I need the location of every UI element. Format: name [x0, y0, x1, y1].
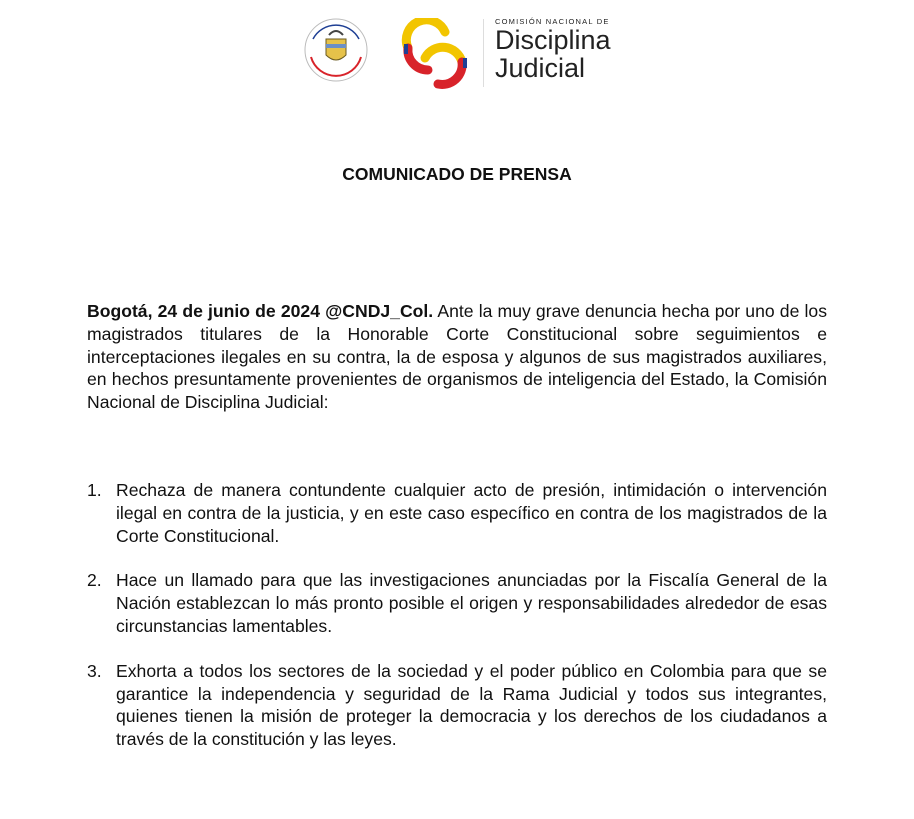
- list-item: [87, 479, 827, 547]
- logo-divider: [483, 19, 484, 87]
- statement-list: [87, 479, 827, 773]
- intro-paragraph: [87, 300, 827, 414]
- intro-body: Ante la muy grave denuncia hecha por uno de los magistrados titulares de la Honorable Corte Constitucional sobre seguimientos e interceptaciones ilegales en su contra, la de esposa y algunos de sus magistrados auxiliares, en hechos presuntamente provenientes de organismos de inteligencia del Estado, la Comisión Nacional de Disciplina Judicial:: [87, 301, 827, 413]
- item-number: 3.: [87, 660, 102, 681]
- list-item: [87, 569, 827, 637]
- dateline: Bogotá, 24 de junio de 2024 @CNDJ_Col.: [87, 301, 434, 321]
- brand-small: COMISIÓN NACIONAL DE: [495, 17, 610, 26]
- brand-line2: Judicial: [495, 53, 586, 83]
- item-text: Hace un llamado para que las investigaciones anunciadas por la Fiscalía General de la Nación establezcan lo más pronto posible el origen y responsabilidades alrededor de esas circunstancias lamentables.: [116, 570, 827, 636]
- item-number: 2.: [87, 570, 102, 591]
- list-item: [87, 660, 827, 751]
- brand-line1: Disciplina: [495, 25, 611, 55]
- letterhead: [300, 14, 620, 94]
- rama-judicial-seal-logo: [303, 17, 369, 83]
- cndj-logo-mark: [400, 18, 470, 90]
- document-title: COMUNICADO DE PRENSA: [342, 164, 572, 184]
- item-number: 1.: [87, 480, 102, 500]
- item-text: Exhorta a todos los sectores de la sociedad y el poder público en Colombia para que se garantice la independencia y seguridad de la Rama Judicial y todos sus integrantes, quienes tienen la misión de proteger la democracia y los derechos de los ciudadanos a través de la constitución y las leyes.: [116, 660, 827, 750]
- brand-wordmark: [495, 17, 611, 82]
- item-text: Rechaza de manera contundente cualquier acto de presión, intimidación o intervención ilegal en contra de la justicia, y en este caso específico en contra de los magistrados de la Corte Constitucional.: [116, 480, 827, 546]
